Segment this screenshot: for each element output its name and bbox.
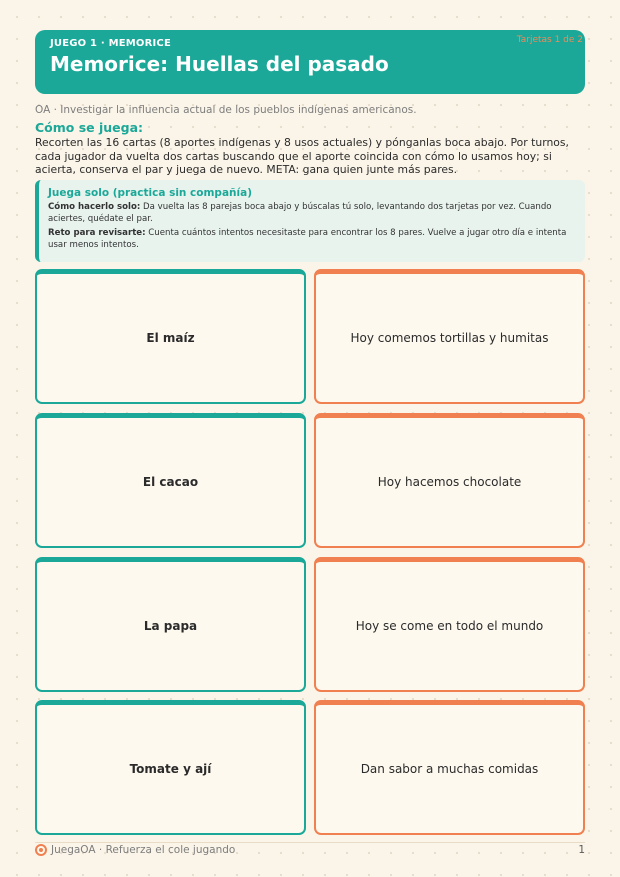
- page-title: Memorice: Huellas del pasado: [50, 52, 389, 76]
- card-contribution[interactable]: El maíz: [35, 269, 306, 404]
- card-current-use[interactable]: Hoy comemos tortillas y humitas: [314, 269, 585, 404]
- brand-logo-icon: [35, 844, 47, 856]
- title-banner: [35, 30, 585, 94]
- howto-text: Recorten las 16 cartas (8 aportes indígenas y 8 usos actuales) y pónganlas boca abajo. Por turnos, cada jugador da vuelta dos cartas buscando que el aporte coincida con cómo lo usamos hoy; si acierta, conserva el par y juega de nuevo. META: gana quien junte más pares.: [35, 136, 569, 176]
- card-contribution[interactable]: La papa: [35, 557, 306, 692]
- card-current-use[interactable]: Hoy se come en todo el mundo: [314, 557, 585, 692]
- solo-how-text: Da vuelta las 8 parejas boca abajo y búscalas tú solo, levantando dos tarjetas por vez. Cuando aciertes, quédate el par.: [48, 202, 552, 224]
- card-contribution[interactable]: El cacao: [35, 413, 306, 548]
- solo-how: [48, 202, 573, 225]
- solo-how-label: Cómo hacerlo solo:: [48, 202, 141, 212]
- solo-title: Juega solo (practica sin compañía): [48, 187, 252, 199]
- cards-tag: Tarjetas 1 de 2: [516, 35, 583, 45]
- solo-challenge-label: Reto para revisarte:: [48, 228, 146, 238]
- page-number: 1: [578, 844, 585, 856]
- solo-challenge: [48, 228, 573, 251]
- footer-brand: JuegaOA · Refuerza el cole jugando: [51, 844, 236, 856]
- card-current-use[interactable]: Hoy hacemos chocolate: [314, 413, 585, 548]
- solo-play-box: [35, 180, 585, 262]
- game-kicker: JUEGO 1 · MEMORICE: [50, 38, 172, 49]
- solo-challenge-text: Cuenta cuántos intentos necesitaste para encontrar los 8 pares. Vuelve a jugar otro día e intenta usar menos intentos.: [48, 228, 567, 250]
- card-contribution[interactable]: Tomate y ají: [35, 700, 306, 835]
- footer-divider: [35, 842, 585, 843]
- card-current-use[interactable]: Dan sabor a muchas comidas: [314, 700, 585, 835]
- learning-objective: OA · Investigar la influencia actual de los pueblos indígenas americanos.: [35, 104, 417, 116]
- howto-title: Cómo se juega:: [35, 120, 144, 135]
